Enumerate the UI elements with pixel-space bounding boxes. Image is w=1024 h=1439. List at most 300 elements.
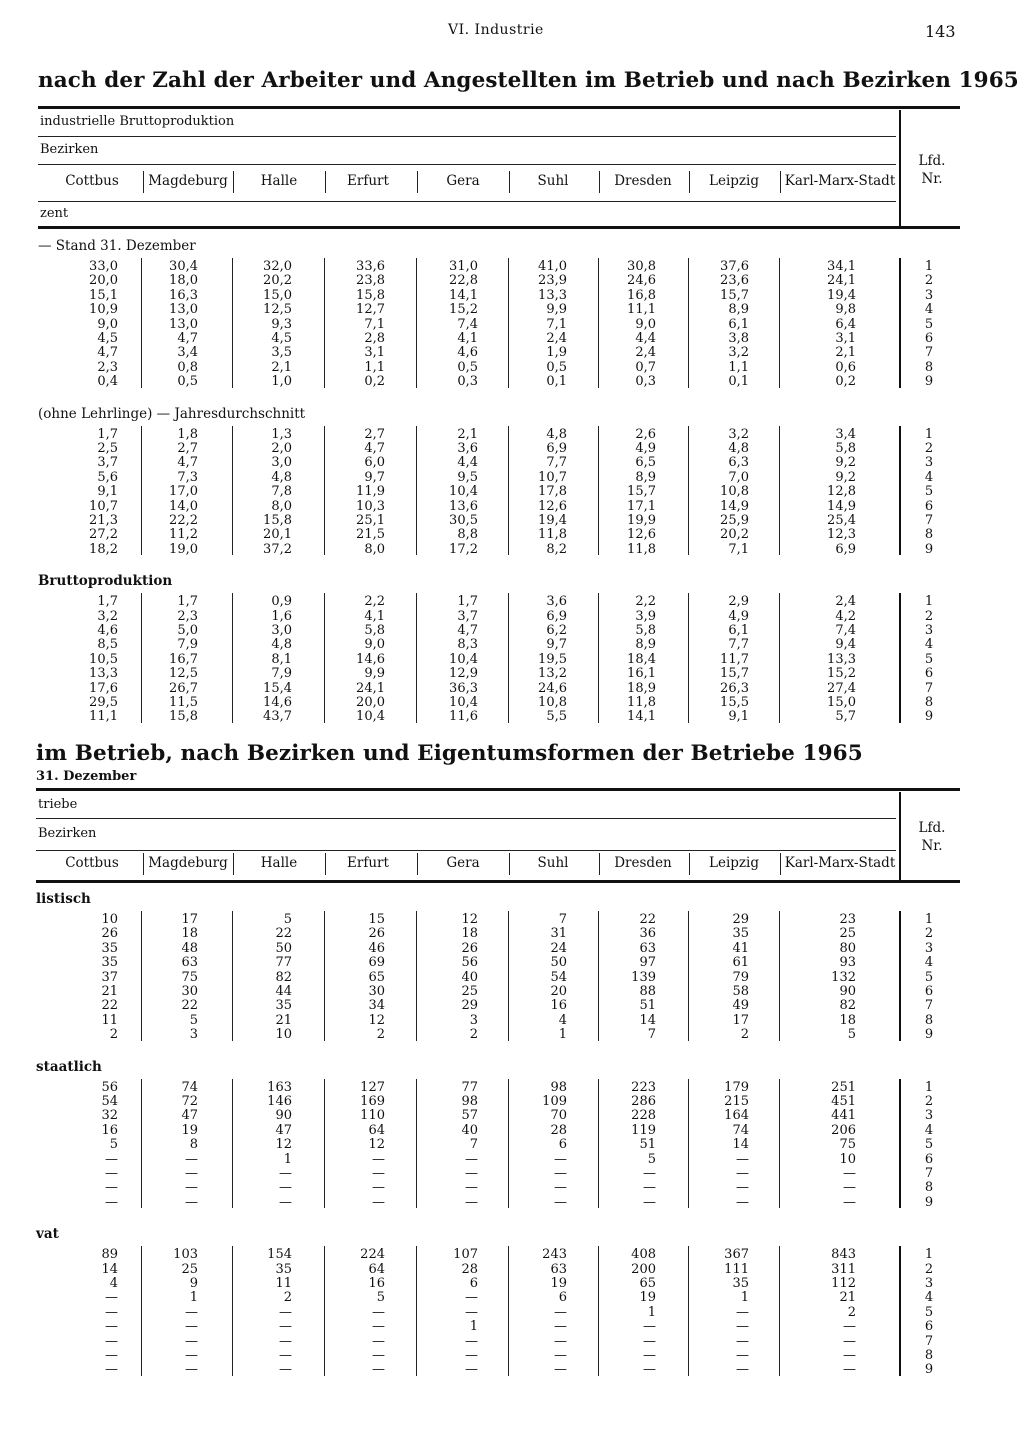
cell: 154 [267,1247,292,1263]
cell: 7 [647,1027,656,1043]
row-number: 2 [924,926,934,942]
column-separator [416,1079,417,1209]
cell: — [554,1362,567,1378]
cell: 37,2 [263,541,292,557]
cell: 54 [101,1094,118,1109]
cell: — [185,1348,198,1363]
column-separator [416,258,417,388]
cell: 2,7 [177,441,198,456]
cell: 69 [368,955,385,971]
cell: 112 [831,1276,856,1291]
cell: 6,3 [728,455,749,471]
header-rule-2 [36,850,896,851]
cell: 9 [189,1276,198,1291]
cell: 14,1 [627,709,656,725]
cell: 2,4 [835,594,856,610]
column-separator [598,911,599,1041]
cell: 32,0 [263,259,292,274]
cell: 17,1 [627,498,656,514]
header-rule-1 [38,136,896,137]
cell: 5 [109,1137,118,1153]
row-number: 4 [924,637,934,653]
table-row [0,1263,1024,1277]
row-number: 5 [924,1137,934,1153]
cell: 2,8 [364,331,385,346]
cell: 4,1 [457,331,478,346]
page-header [0,22,1024,44]
table-row [0,543,1024,557]
cell: 8,0 [364,541,385,557]
row-number: 9 [924,709,934,725]
lfd-separator [899,1246,901,1376]
cell: 25,1 [356,513,385,528]
cell: — [105,1362,118,1378]
column-header-karl-marx-stadt: Karl-Marx-Stadt [784,173,896,189]
cell: 200 [631,1261,656,1277]
cell: 34 [368,998,385,1014]
cell: — [279,1333,292,1349]
cell: 22 [181,998,198,1014]
cell: 12,9 [449,666,478,682]
cell: 103 [173,1247,198,1263]
table-row [0,942,1024,956]
cell: 4 [109,1276,118,1291]
cell: 22,2 [169,513,198,528]
row-number: 6 [924,1151,934,1167]
cell: 12 [368,1137,385,1153]
cell: 14,6 [356,651,385,667]
column-separator [598,593,599,723]
column-separator [232,258,233,388]
cell: — [554,1319,567,1335]
cell: 2 [376,1027,385,1043]
header-bottom-rule [36,880,960,883]
cell: 14 [732,1137,749,1153]
cell: 65 [639,1276,656,1291]
table-row [0,1196,1024,1210]
row-number: 3 [924,623,934,638]
cell: 0,1 [728,374,749,390]
cell: 20,1 [263,527,292,543]
cell: 13,2 [538,666,567,682]
cell: 17,8 [538,484,567,500]
column-header-suhl: Suhl [537,855,569,871]
column-separator [141,426,142,556]
cell: — [185,1319,198,1335]
cell: 5,0 [177,623,198,638]
cell: 46 [368,940,385,956]
row-number: 9 [924,1362,934,1378]
row-number: 9 [924,1027,934,1043]
cell: 14,1 [449,287,478,303]
cell: 37 [101,969,118,985]
column-separator [416,1246,417,1376]
table-2-title: im Betrieb, nach Bezirken und Eigentumsformen der Betriebe 1965 [36,741,863,766]
cell: 25,9 [720,513,749,528]
cell: 41,0 [538,259,567,274]
cell: 127 [360,1079,385,1095]
cell: 75 [839,1137,856,1153]
cell: 2 [740,1027,749,1043]
column-separator [598,426,599,556]
cell: 20 [550,984,567,999]
cell: — [554,1166,567,1181]
cell: — [843,1166,856,1181]
group-label: vat [36,1226,59,1243]
cell: 1 [189,1290,198,1306]
table-row [0,514,1024,528]
table-row [0,1363,1024,1377]
cell: 1,1 [364,359,385,375]
cell: 25,4 [827,513,856,528]
cell: — [554,1194,567,1210]
table-row [0,1277,1024,1291]
lfd-label [912,819,952,855]
cell: 9,3 [271,316,292,332]
cell: 4,7 [177,455,198,471]
row-number: 1 [924,1247,934,1263]
cell: 6,4 [835,316,856,332]
cell: 15,2 [827,666,856,682]
cell: 49 [732,998,749,1014]
cell: 7 [469,1137,478,1153]
table-row [0,1248,1024,1262]
cell: 11 [101,1012,118,1028]
cell: 2,3 [97,359,118,375]
column-separator [416,911,417,1041]
cell: 20,2 [263,273,292,289]
cell: 14,9 [720,498,749,514]
cell: 11,1 [627,302,656,318]
cell: 12 [368,1012,385,1028]
cell: 23,8 [356,273,385,289]
cell: — [643,1194,656,1210]
table-row [0,956,1024,970]
cell: — [465,1348,478,1363]
cell: 3,0 [271,623,292,638]
cell: 408 [631,1247,656,1263]
header-separator [509,171,510,193]
cell: 77 [275,955,292,971]
cell: 25 [839,926,856,942]
cell: 8,9 [635,637,656,653]
column-separator [688,1246,689,1376]
table-row [0,1349,1024,1363]
header-separator [599,853,600,875]
cell: 4,7 [177,331,198,346]
cell: 13,0 [169,302,198,318]
cell: — [105,1319,118,1335]
cell: 1 [469,1319,478,1335]
cell: 12,3 [827,527,856,543]
header-label-3: zent [40,206,69,221]
cell: 13,3 [538,287,567,303]
cell: 243 [542,1247,567,1263]
cell: 32 [101,1108,118,1124]
cell: 4,6 [457,345,478,361]
lfd-divider [899,110,901,226]
cell: 9,4 [835,637,856,653]
cell: 12,8 [827,484,856,500]
cell: — [465,1166,478,1181]
table-row [0,1320,1024,1334]
table-row [0,375,1024,389]
cell: — [736,1319,749,1335]
cell: 0,1 [546,374,567,390]
cell: 8,9 [728,302,749,318]
cell: 139 [631,969,656,985]
cell: — [554,1304,567,1320]
cell: — [372,1348,385,1363]
column-separator [688,1079,689,1209]
cell: 2,5 [97,441,118,456]
header-separator [325,171,326,193]
cell: 18,4 [627,651,656,667]
cell: 9,7 [546,637,567,653]
row-number: 3 [924,1108,934,1124]
column-header-dresden: Dresden [614,855,672,871]
cell: 17 [732,1012,749,1028]
group-label: — Stand 31. Dezember [38,238,196,254]
cell: 27,2 [89,527,118,543]
cell: — [372,1304,385,1320]
cell: 25 [181,1261,198,1277]
cell: 22 [275,926,292,942]
cell: 11,8 [538,527,567,543]
cell: 15 [368,912,385,927]
cell: 15,7 [720,287,749,303]
cell: 24,1 [356,680,385,696]
cell: 4,7 [97,345,118,361]
cell: — [372,1166,385,1181]
cell: 13,6 [449,498,478,514]
cell: — [185,1362,198,1378]
column-separator [141,593,142,723]
lfd-divider [899,792,901,880]
cell: 15,7 [627,484,656,500]
cell: 17,2 [449,541,478,557]
cell: — [843,1319,856,1335]
cell: 4,7 [364,441,385,456]
cell: — [372,1194,385,1210]
cell: 3 [469,1012,478,1028]
cell: 6,1 [728,316,749,332]
cell: 7,9 [271,666,292,682]
cell: 17,6 [89,680,118,696]
column-header-gera: Gera [446,855,480,871]
column-header-leipzig: Leipzig [709,173,759,189]
header-rule-2 [38,164,896,165]
cell: 6,2 [546,623,567,638]
cell: 0,3 [457,374,478,390]
cell: 7,0 [728,469,749,485]
lfd-separator [899,258,901,388]
cell: 2,2 [364,594,385,610]
cell: 10,7 [89,498,118,514]
row-number: 4 [924,469,934,485]
cell: 4,6 [97,623,118,638]
cell: 3,2 [728,345,749,361]
cell: 12,7 [356,302,385,318]
cell: 18 [461,926,478,942]
cell: — [736,1304,749,1320]
cell: 22 [639,912,656,927]
cell: 28 [461,1261,478,1277]
cell: 50 [275,940,292,956]
cell: 10,4 [449,695,478,710]
cell: 4,9 [635,441,656,456]
cell: 11,8 [627,541,656,557]
lfd-label-1: Lfd. [918,820,946,836]
cell: 35 [732,1276,749,1291]
lfd-label-1: Lfd. [918,153,946,169]
cell: 63 [550,1261,567,1277]
cell: — [465,1194,478,1210]
column-separator [779,593,780,723]
cell: 11 [275,1276,292,1291]
column-separator [598,1246,599,1376]
cell: 9,2 [835,455,856,471]
cell: 80 [839,940,856,956]
cell: 1,7 [97,594,118,610]
cell: 7,8 [271,484,292,500]
top-rule [36,788,960,791]
cell: 15,5 [720,695,749,710]
cell: 5,8 [364,623,385,638]
cell: — [185,1304,198,1320]
cell: 74 [732,1122,749,1138]
lfd-separator [899,426,901,556]
table-row [0,528,1024,542]
cell: — [372,1180,385,1196]
cell: 15,4 [263,680,292,696]
row-number: 7 [924,513,934,528]
table-row [0,1153,1024,1167]
cell: 1,0 [271,374,292,390]
cell: 19,9 [627,513,656,528]
cell: 5 [647,1151,656,1167]
table-row [0,610,1024,624]
cell: 72 [181,1094,198,1109]
cell: — [465,1333,478,1349]
cell: 16 [550,998,567,1014]
header-label-2: Bezirken [38,826,97,841]
cell: 111 [724,1261,749,1277]
cell: 2 [109,1027,118,1043]
cell: 36,3 [449,680,478,696]
cell: 110 [360,1108,385,1124]
cell: 9,1 [97,484,118,500]
table-row [0,1081,1024,1095]
row-number: 3 [924,455,934,471]
cell: 6 [558,1137,567,1153]
cell: — [843,1348,856,1363]
cell: 10,9 [89,302,118,318]
cell: 40 [461,969,478,985]
cell: 17,0 [169,484,198,500]
cell: 215 [724,1094,749,1109]
cell: 61 [732,955,749,971]
cell: 441 [831,1108,856,1124]
cell: 21 [101,984,118,999]
cell: 14,9 [827,498,856,514]
row-number: 9 [924,1194,934,1210]
cell: 107 [453,1247,478,1263]
cell: 1,8 [177,426,198,442]
cell: 7,1 [546,316,567,332]
cell: 9,0 [364,637,385,653]
column-separator [324,593,325,723]
cell: 0,5 [177,374,198,390]
cell: 47 [181,1108,198,1124]
table-row [0,442,1024,456]
cell: 19,4 [538,513,567,528]
table-row [0,682,1024,696]
cell: 1 [558,1027,567,1043]
cell: 19,0 [169,541,198,557]
cell: 4,9 [728,608,749,624]
cell: 9,2 [835,469,856,485]
cell: 15,8 [356,287,385,303]
cell: 75 [181,969,198,985]
cell: 4,8 [728,441,749,456]
cell: 30 [181,984,198,999]
cell: 27,4 [827,680,856,696]
cell: 9,0 [635,316,656,332]
cell: 20,0 [356,695,385,710]
row-number: 4 [924,1290,934,1306]
cell: 90 [275,1108,292,1124]
cell: — [279,1319,292,1335]
cell: — [105,1348,118,1363]
cell: 21,5 [356,527,385,543]
cell: 33,0 [89,259,118,274]
cell: 19,4 [827,287,856,303]
header-separator [417,853,418,875]
cell: 4,2 [835,608,856,624]
cell: 3,4 [177,345,198,361]
cell: — [643,1166,656,1181]
header-separator [143,853,144,875]
cell: — [465,1151,478,1167]
table-row [0,274,1024,288]
cell: 56 [101,1079,118,1095]
cell: 29 [461,998,478,1014]
cell: 20,2 [720,527,749,543]
row-number: 1 [924,594,934,610]
cell: 6,1 [728,623,749,638]
cell: 0,2 [364,374,385,390]
cell: 7,3 [177,469,198,485]
cell: 4,8 [271,637,292,653]
cell: 16,8 [627,287,656,303]
table-row [0,913,1024,927]
cell: 2,4 [546,331,567,346]
table-2-subtitle: 31. Dezember [36,769,137,784]
header-separator [689,171,690,193]
cell: — [736,1194,749,1210]
table-row [0,999,1024,1013]
table-row [0,1095,1024,1109]
cell: 10,3 [356,498,385,514]
column-separator [141,258,142,388]
cell: 286 [631,1094,656,1109]
row-number: 4 [924,1122,934,1138]
cell: 146 [267,1094,292,1109]
cell: 6,9 [546,441,567,456]
row-number: 5 [924,651,934,667]
row-number: 7 [924,1333,934,1349]
